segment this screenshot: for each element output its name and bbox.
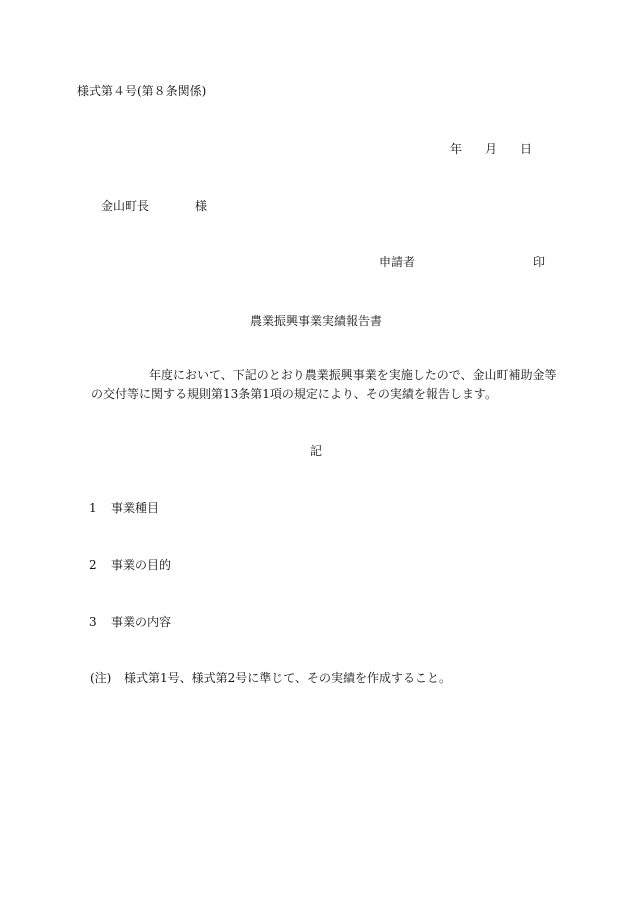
list-item — [89, 500, 159, 516]
note-text: 様式第1号、様式第2号に準じて、その実績を作成すること。 — [124, 671, 452, 685]
item-label: 事業の目的 — [111, 558, 172, 572]
form-number: 様式第４号(第８条関係) — [77, 84, 207, 98]
item-number: 2 — [89, 558, 97, 572]
date-day-label: 日 — [520, 142, 533, 156]
item-number: 1 — [89, 501, 97, 515]
date-month-label: 月 — [485, 142, 498, 156]
body-text-line-2: の交付等に関する規則第13条第1項の規定により、その実績を報告します。 — [91, 387, 497, 401]
body-text-line-1: 年度において、下記のとおり農業振興事業を実施したので、金山町補助金等 — [149, 368, 557, 382]
document-title: 農業振興事業実績報告書 — [250, 314, 383, 328]
note — [90, 670, 451, 686]
applicant-label: 申請者 — [379, 255, 416, 269]
item-number: 3 — [89, 615, 97, 629]
addressee-name: 金山町長 — [101, 199, 150, 213]
item-label: 事業の内容 — [111, 615, 172, 629]
ki-heading: 記 — [310, 444, 323, 458]
item-label: 事業種目 — [111, 501, 160, 515]
note-label: (注) — [90, 671, 112, 685]
date-year-label: 年 — [450, 142, 463, 156]
list-item — [89, 614, 171, 630]
addressee-honorific: 様 — [195, 199, 208, 213]
list-item — [89, 557, 171, 573]
seal-label: 印 — [533, 255, 546, 269]
